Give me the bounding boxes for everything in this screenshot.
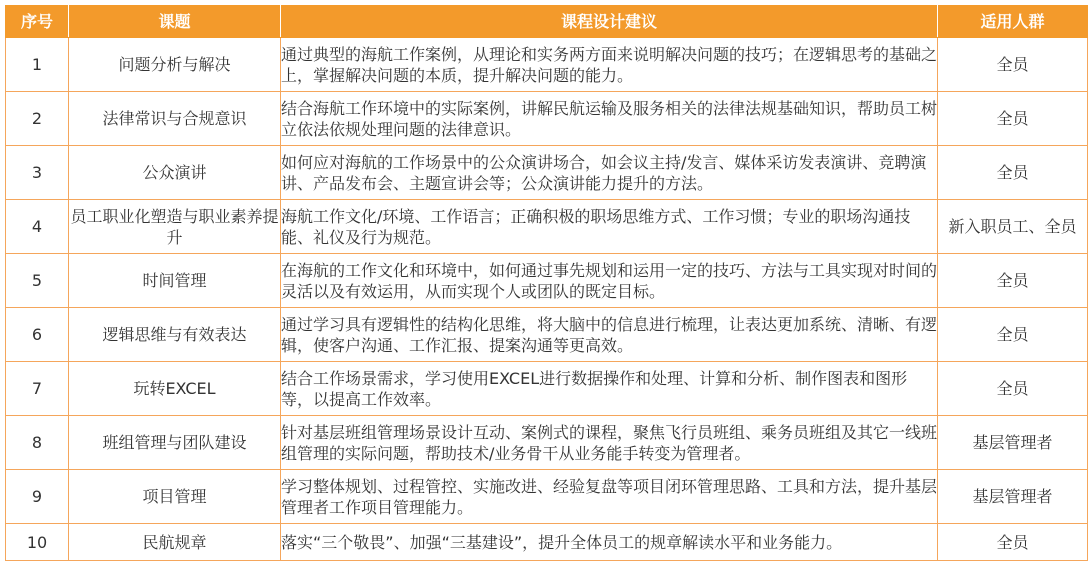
row-index: 2 (6, 92, 69, 146)
row-audience: 全员 (938, 362, 1088, 416)
row-index: 7 (6, 362, 69, 416)
row-audience: 全员 (938, 308, 1088, 362)
row-topic: 项目管理 (69, 470, 281, 524)
row-suggestion: 如何应对海航的工作场景中的公众演讲场合，如会议主持/发言、媒体采访发表演讲、竞聘演讲、产品发布会、主题宣讲会等；公众演讲能力提升的方法。 (281, 146, 938, 200)
row-topic: 民航规章 (69, 524, 281, 561)
row-audience: 全员 (938, 524, 1088, 561)
row-suggestion: 落实“三个敬畏”、加强“三基建设”，提升全体员工的规章解读水平和业务能力。 (281, 524, 938, 561)
row-suggestion: 结合海航工作环境中的实际案例，讲解民航运输及服务相关的法律法规基础知识，帮助员工树立依法依规处理问题的法律意识。 (281, 92, 938, 146)
row-topic: 法律常识与合规意识 (69, 92, 281, 146)
table-row (6, 146, 1088, 200)
row-suggestion: 海航工作文化/环境、工作语言；正确积极的职场思维方式、工作习惯；专业的职场沟通技能、礼仪及行为规范。 (281, 200, 938, 254)
row-index: 4 (6, 200, 69, 254)
header-topic: 课题 (69, 6, 281, 38)
header-row (6, 6, 1088, 38)
row-audience: 新入职员工、全员 (938, 200, 1088, 254)
table-row (6, 416, 1088, 470)
row-topic: 玩转EXCEL (69, 362, 281, 416)
table-row (6, 92, 1088, 146)
row-index: 1 (6, 38, 69, 92)
table-row (6, 524, 1088, 561)
row-suggestion: 学习整体规划、过程管控、实施改进、经验复盘等项目闭环管理思路、工具和方法，提升基层管理者工作项目管理能力。 (281, 470, 938, 524)
row-index: 8 (6, 416, 69, 470)
header-index: 序号 (6, 6, 69, 38)
row-topic: 班组管理与团队建设 (69, 416, 281, 470)
table-body (6, 38, 1088, 561)
row-index: 9 (6, 470, 69, 524)
row-suggestion: 通过学习具有逻辑性的结构化思维，将大脑中的信息进行梳理，让表达更加系统、清晰、有逻辑，使客户沟通、工作汇报、提案沟通等更高效。 (281, 308, 938, 362)
row-audience: 全员 (938, 254, 1088, 308)
row-audience: 基层管理者 (938, 416, 1088, 470)
table-header (6, 6, 1088, 38)
row-suggestion: 结合工作场景需求，学习使用EXCEL进行数据操作和处理、计算和分析、制作图表和图形等，以提高工作效率。 (281, 362, 938, 416)
row-topic: 员工职业化塑造与职业素养提升 (69, 200, 281, 254)
row-topic: 问题分析与解决 (69, 38, 281, 92)
row-index: 10 (6, 524, 69, 561)
table-row (6, 470, 1088, 524)
row-audience: 全员 (938, 92, 1088, 146)
header-suggestion: 课程设计建议 (281, 6, 938, 38)
row-index: 6 (6, 308, 69, 362)
row-topic: 逻辑思维与有效表达 (69, 308, 281, 362)
table-row (6, 308, 1088, 362)
row-audience: 基层管理者 (938, 470, 1088, 524)
row-topic: 时间管理 (69, 254, 281, 308)
header-audience: 适用人群 (938, 6, 1088, 38)
row-suggestion: 针对基层班组管理场景设计互动、案例式的课程，聚焦飞行员班组、乘务员班组及其它一线班组管理的实际问题，帮助技术/业务骨干从业务能手转变为管理者。 (281, 416, 938, 470)
row-index: 3 (6, 146, 69, 200)
row-suggestion: 通过典型的海航工作案例，从理论和实务两方面来说明解决问题的技巧；在逻辑思考的基础之上，掌握解决问题的本质，提升解决问题的能力。 (281, 38, 938, 92)
row-audience: 全员 (938, 146, 1088, 200)
table-row (6, 200, 1088, 254)
row-topic: 公众演讲 (69, 146, 281, 200)
table-row (6, 362, 1088, 416)
course-table (5, 5, 1088, 561)
row-index: 5 (6, 254, 69, 308)
table-row (6, 254, 1088, 308)
row-suggestion: 在海航的工作文化和环境中，如何通过事先规划和运用一定的技巧、方法与工具实现对时间的灵活以及有效运用，从而实现个人或团队的既定目标。 (281, 254, 938, 308)
table-row (6, 38, 1088, 92)
row-audience: 全员 (938, 38, 1088, 92)
